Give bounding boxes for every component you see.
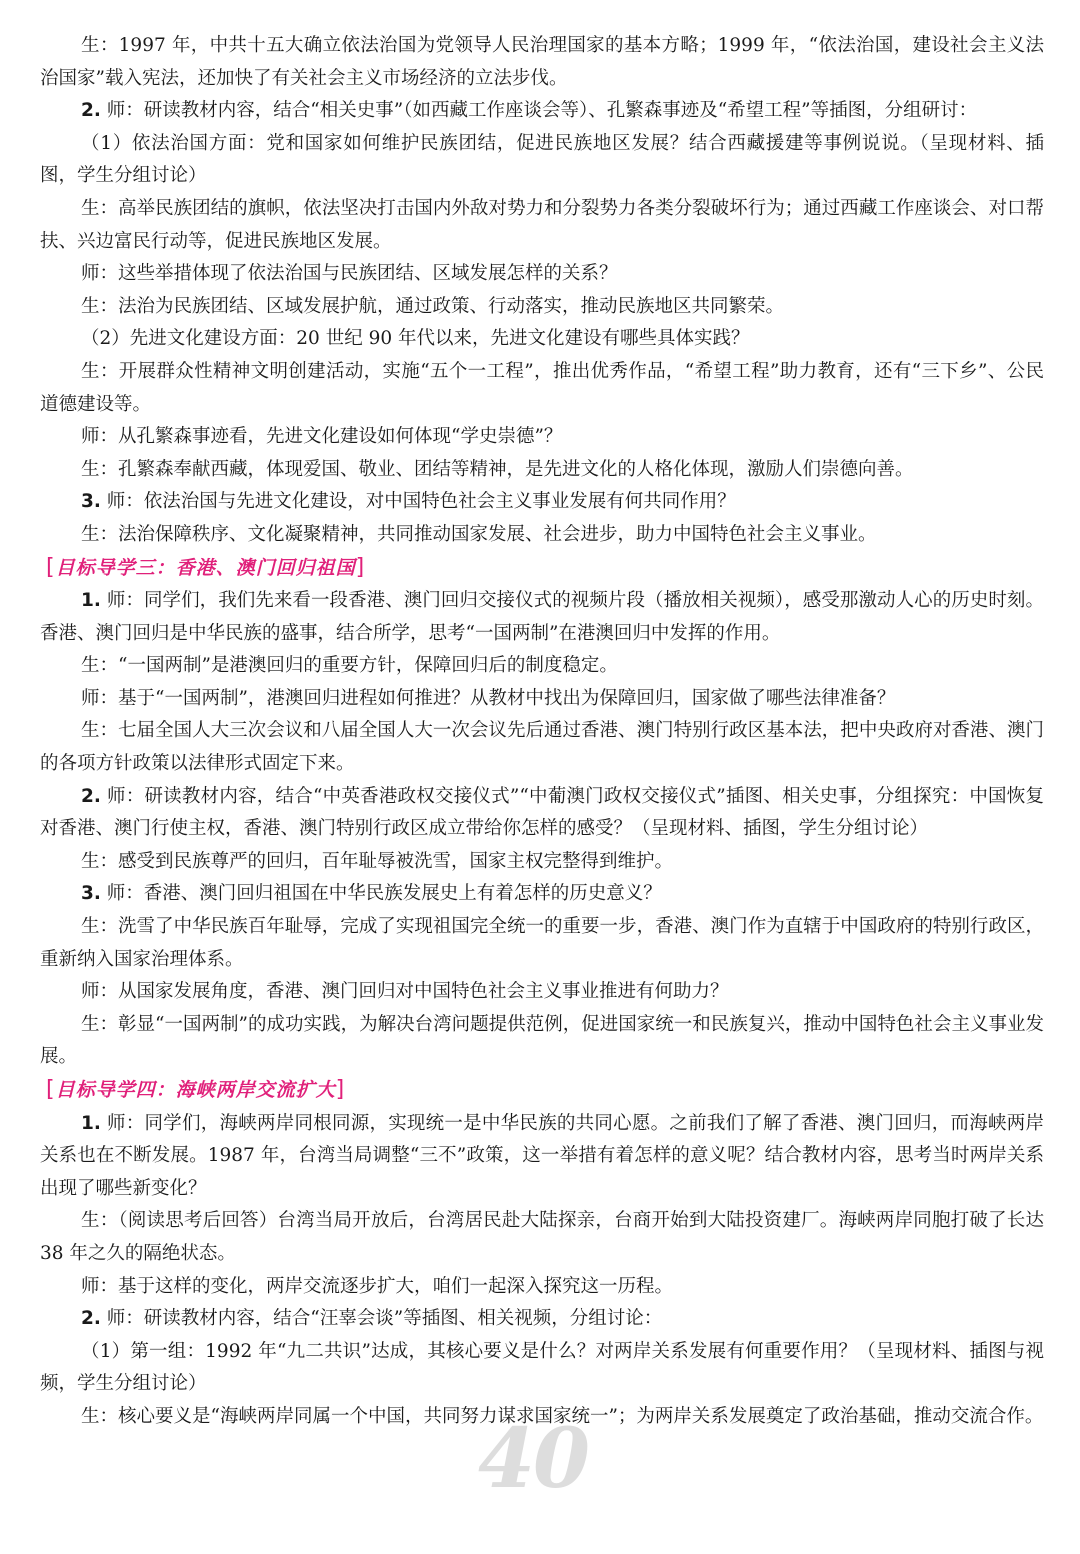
paragraph-text: 生：七届全国人大三次会议和八届全国人大一次会议先后通过香港、澳门特别行政区基本法，把中央政府对香港、澳门的各项方针政策以法律形式固定下来。 <box>40 720 1044 775</box>
paragraph <box>40 781 1044 846</box>
paragraph <box>40 1108 1044 1206</box>
paragraph-text: 生：开展群众性精神文明创建活动，实施“五个一工程”，推出优秀作品，“希望工程”助力教育，还有“三下乡”、公民道德建设等。 <box>40 360 1044 415</box>
paragraph <box>40 1336 1044 1401</box>
paragraph-text: 师：这些举措体现了依法治国与民族团结、区域发展怎样的关系？ <box>81 263 618 285</box>
paragraph-text: 生：孔繁森奉献西藏，体现爱国、敬业、团结等精神，是先进文化的人格化体现，激励人们崇德向善。 <box>81 458 914 480</box>
paragraph <box>40 715 1044 780</box>
paragraph-text: 师：基于这样的变化，两岸交流逐步扩大，咱们一起深入探究这一历程。 <box>81 1275 674 1297</box>
item-number: 3. <box>81 491 101 513</box>
paragraph <box>40 519 1044 552</box>
paragraph <box>40 1205 1044 1270</box>
item-number: 1. <box>81 590 101 612</box>
paragraph-text: 师：基于“一国两制”，港澳回归进程如何推进？从教材中找出为保障回归，国家做了哪些法律准备？ <box>81 687 896 709</box>
paragraph-text: （1）第一组：1992 年“九二共识”达成，其核心要义是什么？对两岸关系发展有何重要作用？（呈现材料、插图与视频，学生分组讨论） <box>40 1340 1044 1395</box>
page-number: 40 <box>478 1411 589 1507</box>
paragraph-text: 生：高举民族团结的旗帜，依法坚决打击国内外敌对势力和分裂势力各类分裂破坏行为；通过西藏工作座谈会、对口帮扶、兴边富民行动等，促进民族地区发展。 <box>40 197 1044 252</box>
paragraph-text: 生：法治保障秩序、文化凝聚精神，共同推动国家发展、社会进步，助力中国特色社会主义事业。 <box>81 523 877 545</box>
paragraph <box>40 878 1044 911</box>
paragraph <box>40 258 1044 291</box>
paragraph <box>40 128 1044 193</box>
paragraph-text: 师：从孔繁森事迹看，先进文化建设如何体现“学史崇德”？ <box>81 426 563 448</box>
section-heading <box>40 1074 351 1106</box>
paragraph <box>40 486 1044 519</box>
paragraph-text: （1）依法治国方面：党和国家如何维护民族团结，促进民族地区发展？结合西藏援建等事例说说。（呈现材料、插图，学生分组讨论） <box>40 132 1044 187</box>
paragraph-text: 生：法治为民族团结、区域发展护航，通过政策、行动落实，推动民族地区共同繁荣。 <box>81 295 785 317</box>
paragraph <box>40 846 1044 879</box>
paragraph <box>40 193 1044 258</box>
heading-text: 目标导学四：海峡两岸交流扩大 <box>55 1079 336 1101</box>
paragraph-text: 师：研读教材内容，结合“相关史事”（如西藏工作座谈会等）、孔繁森事迹及“希望工程”等插图，分组研讨： <box>100 100 978 122</box>
item-number: 2. <box>81 100 101 122</box>
paragraph-text: 生：洗雪了中华民族百年耻辱，完成了实现祖国完全统一的重要一步，香港、澳门作为直辖于中国政府的特别行政区，重新纳入国家治理体系。 <box>40 916 1044 970</box>
paragraph-text: 生：（阅读思考后回答）台湾当局开放后，台湾居民赴大陆探亲，台商开始到大陆投资建厂。海峡两岸同胞打破了长达 38 年之久的隔绝状态。 <box>40 1210 1044 1264</box>
paragraph <box>40 356 1044 421</box>
paragraph-text: 师：研读教材内容，结合“汪辜会谈”等插图、相关视频，分组讨论： <box>100 1308 663 1330</box>
section-heading <box>40 552 371 584</box>
paragraph <box>40 650 1044 683</box>
item-number: 3. <box>81 883 101 905</box>
paragraph <box>40 95 1044 128</box>
bracket-open: [ <box>46 554 56 580</box>
paragraph-text: 师：同学们，海峡两岸同根同源，实现统一是中华民族的共同心愿。之前我们了解了香港、澳门回归，而海峡两岸关系也在不断发展。1987 年，台湾当局调整“三不”政策，这一举措有着怎样的意义呢？结合教材内容，思考当时两岸关系出现了哪些新变化？ <box>40 1112 1044 1199</box>
paragraph <box>40 1009 1044 1074</box>
bracket-close: ] <box>355 554 366 580</box>
paragraph-text: 师：香港、澳门回归祖国在中华民族发展史上有着怎样的历史意义？ <box>100 883 662 905</box>
paragraph <box>40 323 1044 356</box>
paragraph <box>40 421 1044 454</box>
paragraph <box>40 976 1044 1009</box>
paragraph-text: 师：研读教材内容，结合“中英香港政权交接仪式”“中葡澳门政权交接仪式”插图、相关史事，分组探究：中国恢复对香港、澳门行使主权，香港、澳门特别行政区成立带给你怎样的感受？（呈现材料、插图，学生分组讨论） <box>40 785 1044 840</box>
paragraph <box>40 911 1044 976</box>
paragraph <box>40 1303 1044 1336</box>
paragraph <box>40 683 1044 716</box>
bracket-open: [ <box>46 1077 56 1102</box>
document-body <box>40 30 1044 1434</box>
item-number: 2. <box>81 1308 101 1330</box>
paragraph-text: 师：从国家发展角度，香港、澳门回归对中国特色社会主义事业推进有何助力？ <box>81 981 729 1003</box>
paragraph <box>40 30 1044 95</box>
paragraph <box>40 291 1044 324</box>
paragraph-text: 生：感受到民族尊严的回归，百年耻辱被洗雪，国家主权完整得到维护。 <box>81 850 674 872</box>
item-number: 1. <box>81 1112 101 1134</box>
bracket-close: ] <box>335 1077 346 1102</box>
paragraph <box>40 454 1044 487</box>
paragraph <box>40 1271 1044 1304</box>
paragraph-text: 生：1997 年，中共十五大确立依法治国为党领导人民治理国家的基本方略；1999 年，“依法治国，建设社会主义法治国家”载入宪法，还加快了有关社会主义市场经济的立法步伐。 <box>40 35 1044 89</box>
paragraph <box>40 585 1044 650</box>
paragraph-text: 师：依法治国与先进文化建设，对中国特色社会主义事业发展有何共同作用？ <box>100 491 736 513</box>
paragraph-text: 生：核心要义是“海峡两岸同属一个中国，共同努力谋求国家统一”；为两岸关系发展奠定了政治基础，推动交流合作。 <box>81 1405 1044 1427</box>
heading-text: 目标导学三：香港、澳门回归祖国 <box>55 556 356 579</box>
paragraph-text: 生：彰显“一国两制”的成功实践，为解决台湾问题提供范例，促进国家统一和民族复兴，推动中国特色社会主义事业发展。 <box>40 1013 1044 1068</box>
paragraph-text: 师：同学们，我们先来看一段香港、澳门回归交接仪式的视频片段（播放相关视频），感受那激动人心的历史时刻。香港、澳门回归是中华民族的盛事，结合所学，思考“一国两制”在港澳回归中发挥的作用。 <box>40 590 1044 644</box>
paragraph-text: 生：“一国两制”是港澳回归的重要方针，保障回归后的制度稳定。 <box>81 655 618 677</box>
item-number: 2. <box>81 785 101 807</box>
paragraph-text: （2）先进文化建设方面：20 世纪 90 年代以来，先进文化建设有哪些具体实践？ <box>81 328 750 350</box>
